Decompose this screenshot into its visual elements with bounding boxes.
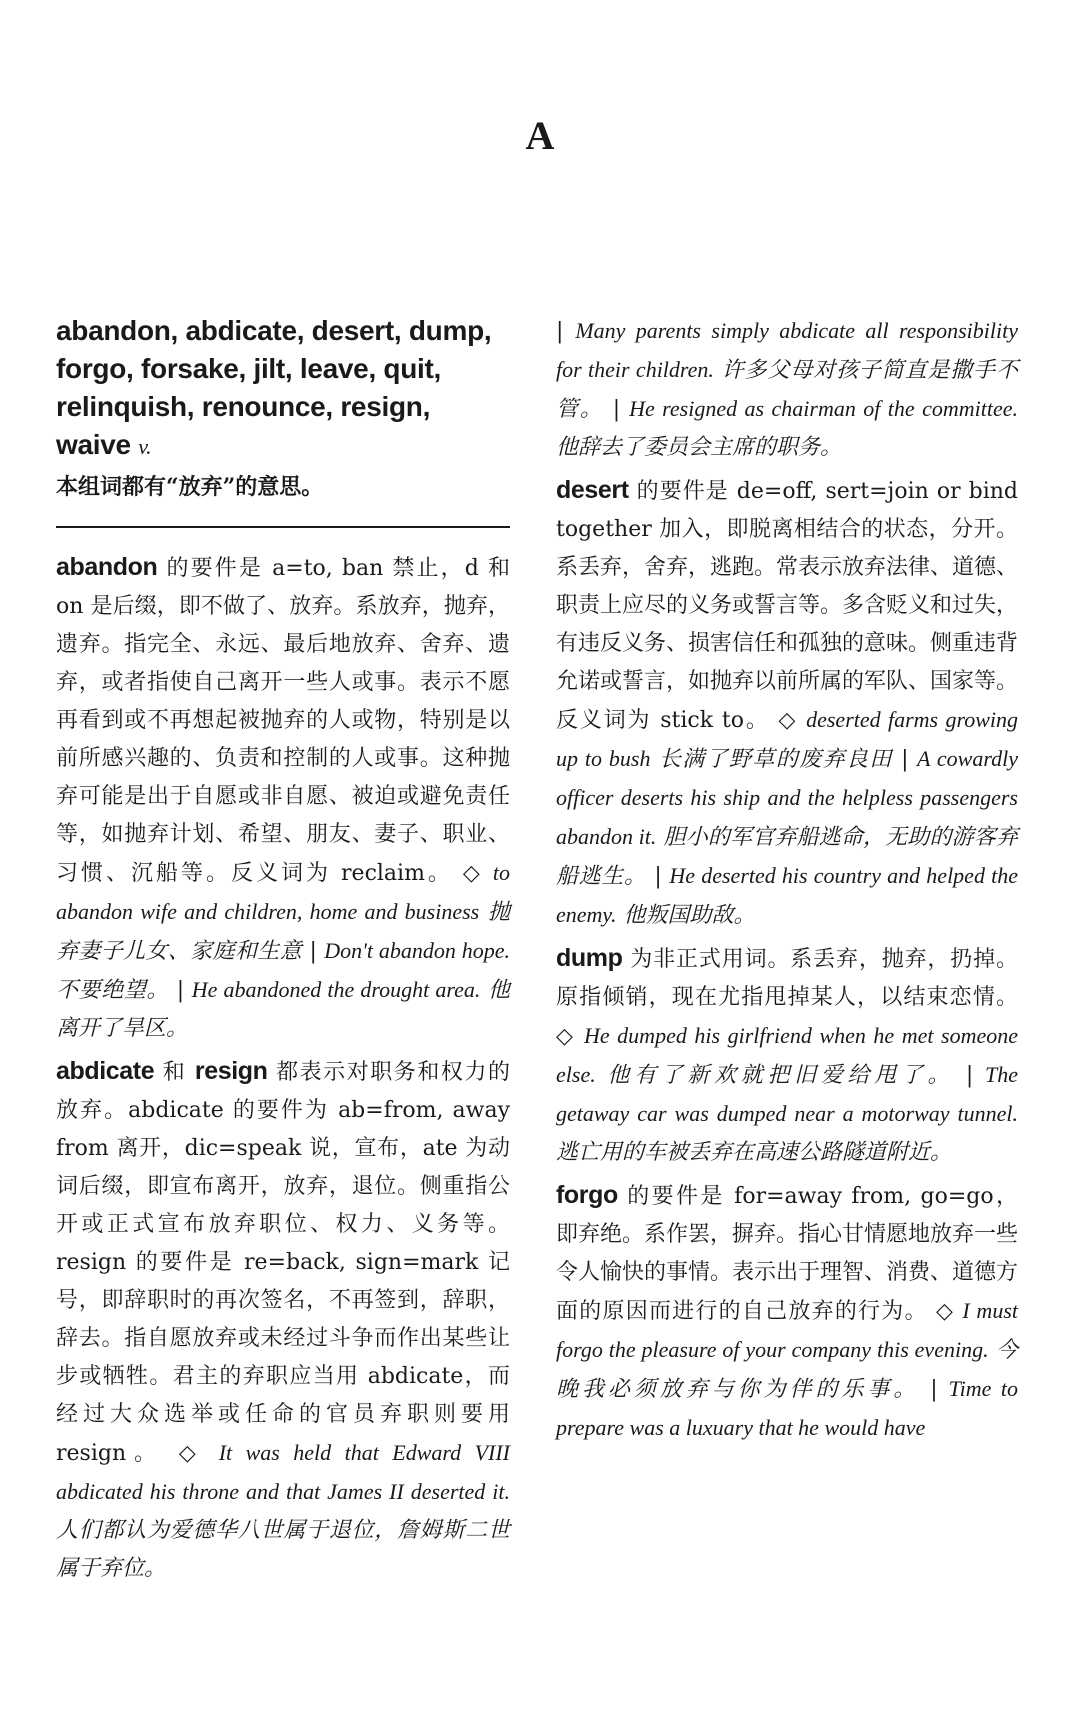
- entry-forgo: forgo 的要件是 for=away from, go=go，即弃绝。系作罢，摒弃。指心甘情愿地放弃一些令人愉快的事情。表示出于理智、消费、道德方面的原因而进行的自己放弃的行为。 ◇ I must forgo the pleasure of your company this evening. 今晚我必须放弃与你为伴的乐事。 | Time to prepare was a luxuary that he would have: [556, 1181, 1019, 1440]
- entry-term: desert: [556, 476, 629, 504]
- entry-term: dump: [556, 944, 623, 972]
- example-zh: 不要绝望。: [56, 978, 170, 1003]
- entry-term: forgo: [556, 1181, 618, 1209]
- example-zh: 人们都认为爱德华八世属于退位，詹姆斯二世属于弃位。: [56, 1518, 510, 1581]
- entry-text: 为非正式用词。系丢弃，抛弃，扔掉。原指倾销，现在尤指甩掉某人，以结束恋情。 ◇: [556, 947, 1018, 1049]
- example-zh: 他辞去了委员会主席的职务。: [556, 435, 843, 460]
- part-of-speech: v.: [138, 434, 152, 459]
- group-intro: 本组词都有“放弃”的意思。: [56, 474, 324, 500]
- example-zh: 抛弃妻子儿女、家庭和生意: [56, 900, 510, 964]
- example-en: I must forgo the pleasure of your company this evening.: [556, 1298, 1018, 1362]
- example-en: A cowardly officer deserts his ship and the helpless passengers abandon it.: [556, 746, 1018, 849]
- example-zh: 今晚我必须放弃与你为伴的乐事。: [556, 1338, 1018, 1402]
- entry-term: abandon: [56, 553, 158, 581]
- entry-abdicate-continued: | Many parents simply abdicate all responsibility for their children. 许多父母对孩子简直是撒手不管。 | He resigned as chairman of the committee. 他辞去了委员会主席的职务。: [556, 318, 1018, 460]
- entry-text: 的要件是 a=to, ban 禁止，d 和 on 是后缀，即不做了、放弃。系放弃，抛弃，遗弃。指完全、永远、最后地放弃、舍弃、遗弃，或者指使自己离开一些人或事。表示不愿再看到或不再想起被抛弃的人或物，特别是以前所感兴趣的、负责和控制的人或事。这种抛弃可能是出于自愿或非自愿、被迫或避免责任等，如抛弃计划、希望、朋友、妻子、职业、习惯、沉船等。反义词为 reclaim。 ◇: [56, 556, 510, 886]
- example-en: to abandon wife and children, home and business: [56, 860, 510, 924]
- example-en: Many parents simply abdicate all responsibility for their children.: [556, 318, 1018, 382]
- entry-conjunction: 和: [162, 1060, 187, 1085]
- entry-term: abdicate: [56, 1057, 155, 1085]
- example-zh: 许多父母对孩子简直是撒手不管。: [556, 358, 1018, 422]
- entry-desert: desert 的要件是 de=off, sert=join or bind together 加入，即脱离相结合的状态，分开。系丢弃，舍弃，逃跑。常表示放弃法律、道德、职责上应尽的义务或誓言等。多含贬义和过失，有违反义务、损害信任和孤独的意味。侧重违背允诺或誓言，如抛弃以前所属的军队、国家等。反义词为 stick to。 ◇ deserted farms growing up to bush 长满了野草的废弃良田 | A cowardly officer deserts his ship and the helpless passengers abandon it. 胆小的军官弃船逃命，无助的游客弃船逃生。 | He deserted his country and helped the enemy. 他叛国助敌。: [556, 476, 1019, 928]
- example-en: He deserted his country and helped the enemy.: [556, 863, 1018, 927]
- divider-rule: [56, 526, 510, 528]
- entry-term: resign: [194, 1057, 268, 1085]
- left-column: [56, 312, 510, 1592]
- example-zh: 长满了野草的废弃良田: [658, 747, 893, 772]
- example-zh: 他离开了旱区。: [56, 978, 510, 1041]
- example-en: The getaway car was dumped near a motorway tunnel.: [556, 1062, 1018, 1126]
- example-en: He resigned as chairman of the committee.: [629, 396, 1018, 421]
- right-column: [556, 312, 1018, 1452]
- headword-list: abandon, abdicate, desert, dump, forgo, forsake, jilt, leave, quit, relinquish, renounce, resign, waive: [56, 315, 492, 460]
- example-en: It was held that Edward VIII abdicated his throne and that James II deserted it.: [56, 1440, 510, 1504]
- entry-abdicate-resign: [56, 1052, 510, 1588]
- entry-abandon: abandon 的要件是 a=to, ban 禁止，d 和 on 是后缀，即不做了、放弃。系放弃，抛弃，遗弃。指完全、永远、最后地放弃、舍弃、遗弃，或者指使自己离开一些人或事。表示不愿再看到或不再想起被抛弃的人或物，特别是以前所感兴趣的、负责和控制的人或事。这种抛弃可能是出于自愿或非自愿、被迫或避免责任等，如抛弃计划、希望、朋友、妻子、职业、习惯、沉船等。反义词为 reclaim。 ◇ to abandon wife and children, home and business 抛弃妻子儿女、家庭和生意 | Don't abandon hope. 不要绝望。 | He abandoned the drought area. 他离开了旱区。: [56, 553, 510, 1041]
- example-en: He abandoned the drought area.: [191, 977, 481, 1002]
- example-zh: 他叛国助敌。: [623, 903, 756, 928]
- entry-text: 的要件是 for=away from, go=go，即弃绝。系作罢，摒弃。指心甘情愿地放弃一些令人愉快的事情。表示出于理智、消费、道德方面的原因而进行的自己放弃的行为。 ◇: [556, 1184, 1019, 1324]
- example-zh: 他有了新欢就把旧爱给甩了。: [607, 1063, 955, 1088]
- entry-dump: dump 为非正式用词。系丢弃，抛弃，扔掉。原指倾销，现在尤指甩掉某人，以结束恋情。 ◇ He dumped his girlfriend when he met someone else. 他有了新欢就把旧爱给甩了。 | The getaway car was dumped near a motorway tunnel. 逃亡用的车被丢弃在高速公路隧道附近。: [556, 944, 1019, 1165]
- example-en: Time to prepare was a luxuary that he would have: [556, 1376, 1018, 1440]
- entry-text: 都表示对职务和权力的放弃。abdicate 的要件为 ab=from, away from 离开，dic=speak 说，宣布，ate 为动词后缀，即宣布离开，放弃，退位。侧重指公开或正式宣布放弃职位、权力、义务等。resign 的要件是 re=back, sign=mark 记号，即辞职时的再次签名，不再签到，辞职，辞去。指自愿放弃或未经过斗争而作出某些让步或牺牲。君主的弃职应当用 abdicate，而经过大众选举或任命的官员弃职则要用 resign。 ◇: [56, 1060, 510, 1466]
- group-headwords: [56, 312, 510, 466]
- entry-text: 的要件是 de=off, sert=join or bind together 加入，即脱离相结合的状态，分开。系丢弃，舍弃，逃跑。常表示放弃法律、道德、职责上应尽的义务或誓言等。多含贬义和过失，有违反义务、损害信任和孤独的意味。侧重违背允诺或誓言，如抛弃以前所属的军队、国家等。反义词为 stick to。 ◇: [556, 479, 1019, 733]
- page-section-letter: A: [525, 113, 555, 158]
- example-en: Don't abandon hope.: [324, 938, 510, 963]
- example-zh: 胆小的军官弃船逃命，无助的游客弃船逃生。: [556, 825, 1018, 889]
- example-en: deserted farms growing up to bush: [556, 707, 1018, 771]
- example-en: He dumped his girlfriend when he met someone else.: [556, 1023, 1019, 1087]
- example-zh: 逃亡用的车被丢弃在高速公路隧道附近。: [556, 1140, 953, 1165]
